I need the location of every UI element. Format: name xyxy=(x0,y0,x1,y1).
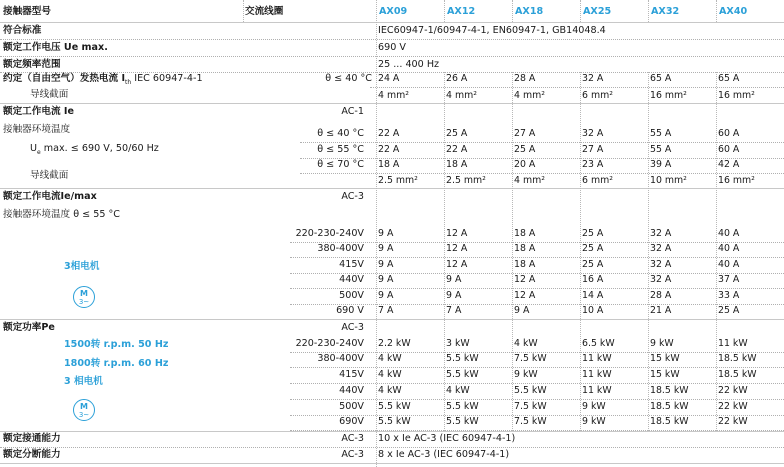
ith-condition: θ ≤ 40 °C xyxy=(325,73,372,84)
ac1-condition: θ ≤ 40 °C xyxy=(317,128,364,139)
ac1-condition: θ ≤ 55 °C xyxy=(317,144,364,155)
ac1-value: 18 A xyxy=(446,159,468,170)
ac1-value: 27 A xyxy=(582,144,604,155)
motor-icon xyxy=(73,286,95,308)
ac1-voltage-u: U xyxy=(30,143,38,154)
power-voltage: 690V xyxy=(339,416,364,427)
power-value: 4 kW xyxy=(514,338,538,349)
ac1-voltage-sub: e xyxy=(37,148,41,156)
ac1-wire-label: 导线截面 xyxy=(30,170,69,181)
ac3-value: 25 A xyxy=(582,259,604,270)
power-voltage: 380-400V xyxy=(317,353,364,364)
row-divider xyxy=(370,87,784,88)
ac1-voltage-text: max. ≤ 690 V, 50/60 Hz xyxy=(40,143,159,154)
make-label: 额定接通能力 xyxy=(3,433,61,444)
ac3-value: 40 A xyxy=(718,243,740,254)
row-divider xyxy=(290,257,784,258)
column-divider xyxy=(580,0,581,22)
power-value: 9 kW xyxy=(514,369,538,380)
power-value: 9 kW xyxy=(650,338,674,349)
ac1-label: 额定工作电流 Ie xyxy=(3,106,74,117)
power-value: 11 kW xyxy=(582,369,612,380)
column-divider xyxy=(243,0,244,22)
ue-label: 额定工作电压 Ue max. xyxy=(3,42,108,53)
ith-value: 26 A xyxy=(446,73,468,84)
ith-wire-value: 4 mm² xyxy=(514,90,545,101)
power-value: 6.5 kW xyxy=(582,338,615,349)
column-divider xyxy=(648,0,649,22)
ac3-voltage: 690 V xyxy=(336,305,364,316)
make-value: 10 x Ie AC-3 (IEC 60947-4-1) xyxy=(378,433,516,444)
power-voltage: 440V xyxy=(339,385,364,396)
ith-wire-value: 4 mm² xyxy=(378,90,409,101)
ac1-wire-value: 4 mm² xyxy=(514,175,545,186)
power-value: 18.5 kW xyxy=(650,385,689,396)
ac3-value: 18 A xyxy=(514,243,536,254)
ac1-value: 22 A xyxy=(378,144,400,155)
ac3-value: 32 A xyxy=(650,259,672,270)
power-value: 22 kW xyxy=(718,385,748,396)
ac1-value: 32 A xyxy=(582,128,604,139)
power-value: 7.5 kW xyxy=(514,416,547,427)
row-divider xyxy=(290,242,784,243)
power-value: 4 kW xyxy=(446,385,470,396)
row-divider xyxy=(0,188,784,189)
power-value: 15 kW xyxy=(650,369,680,380)
power-voltage: 500V xyxy=(339,401,364,412)
ac3-voltage: 500V xyxy=(339,290,364,301)
motor-icon xyxy=(73,399,95,421)
motor-icon-letter: M xyxy=(80,402,88,411)
power-value: 4 kW xyxy=(378,369,402,380)
ac3-motor-label: 3相电机 xyxy=(64,261,100,272)
ac3-value: 32 A xyxy=(650,274,672,285)
ac3-value: 16 A xyxy=(582,274,604,285)
ac3-value: 14 A xyxy=(582,290,604,301)
power-value: 22 kW xyxy=(718,416,748,427)
ith-wire-value: 16 mm² xyxy=(718,90,755,101)
power-category: AC-3 xyxy=(341,322,364,333)
ac1-condition: θ ≤ 70 °C xyxy=(317,159,364,170)
model-header: AX09 xyxy=(379,6,408,17)
ac1-wire-value: 2.5 mm² xyxy=(378,175,418,186)
standard-label: 符合标准 xyxy=(3,25,42,36)
ac3-label: 额定工作电流Ie/max xyxy=(3,191,97,202)
ac3-value: 40 A xyxy=(718,228,740,239)
motor-icon-letter: M xyxy=(80,289,88,298)
power-value: 5.5 kW xyxy=(446,369,479,380)
row-divider xyxy=(290,304,784,305)
ac3-value: 12 A xyxy=(514,274,536,285)
make-category: AC-3 xyxy=(341,433,364,444)
power-value: 9 kW xyxy=(582,401,606,412)
power-value: 18.5 kW xyxy=(718,353,757,364)
ac1-value: 25 A xyxy=(514,144,536,155)
power-value: 4 kW xyxy=(378,353,402,364)
ith-wire-value: 16 mm² xyxy=(650,90,687,101)
model-header: AX40 xyxy=(719,6,748,17)
ith-value: 65 A xyxy=(718,73,740,84)
power-motor-label: 3 相电机 xyxy=(64,376,103,387)
standard-value: IEC60947-1/60947-4-1, EN60947-1, GB14048.4 xyxy=(378,25,606,36)
ac3-value: 9 A xyxy=(378,290,394,301)
column-divider xyxy=(444,72,445,431)
column-divider xyxy=(444,0,445,22)
power-value: 4 kW xyxy=(378,385,402,396)
ith-wire-label: 导线截面 xyxy=(30,89,69,100)
row-divider xyxy=(290,288,784,289)
power-value: 18.5 kW xyxy=(650,401,689,412)
power-value: 15 kW xyxy=(650,353,680,364)
column-divider xyxy=(716,0,717,22)
power-value: 5.5 kW xyxy=(446,401,479,412)
ac3-value: 32 A xyxy=(650,228,672,239)
ac3-category: AC-3 xyxy=(341,191,364,202)
break-label: 额定分断能力 xyxy=(3,449,61,460)
ac3-value: 9 A xyxy=(446,274,462,285)
power-value: 5.5 kW xyxy=(514,385,547,396)
ac1-value: 27 A xyxy=(514,128,536,139)
ith-value: 65 A xyxy=(650,73,672,84)
ac3-voltage: 380-400V xyxy=(317,243,364,254)
ac1-wire-value: 10 mm² xyxy=(650,175,687,186)
power-value: 7.5 kW xyxy=(514,353,547,364)
power-voltage: 415V xyxy=(339,369,364,380)
column-divider xyxy=(376,0,377,467)
ac1-value: 20 A xyxy=(514,159,536,170)
column-divider xyxy=(648,72,649,431)
ac1-category: AC-1 xyxy=(341,106,364,117)
power-value: 9 kW xyxy=(582,416,606,427)
power-value: 18.5 kW xyxy=(650,416,689,427)
row-divider xyxy=(300,158,784,159)
ue-value: 690 V xyxy=(378,42,406,53)
column-divider xyxy=(512,72,513,431)
power-value: 5.5 kW xyxy=(378,416,411,427)
row-divider xyxy=(0,39,784,40)
column-divider xyxy=(716,72,717,431)
ac1-value: 42 A xyxy=(718,159,740,170)
power-value: 22 kW xyxy=(718,401,748,412)
power-speed-60hz: 1800转 r.p.m. 60 Hz xyxy=(64,358,169,369)
power-speed-50hz: 1500转 r.p.m. 50 Hz xyxy=(64,339,169,350)
ac3-value: 12 A xyxy=(446,259,468,270)
power-value: 5.5 kW xyxy=(446,416,479,427)
ac3-value: 18 A xyxy=(514,259,536,270)
model-header: AX18 xyxy=(515,6,544,17)
ac3-value: 28 A xyxy=(650,290,672,301)
ac3-value: 7 A xyxy=(378,305,394,316)
ac1-value: 60 A xyxy=(718,128,740,139)
ac1-voltage-label xyxy=(30,142,159,160)
column-divider xyxy=(580,72,581,431)
ac3-value: 25 A xyxy=(718,305,740,316)
ac3-value: 9 A xyxy=(378,243,394,254)
power-value: 3 kW xyxy=(446,338,470,349)
power-value: 11 kW xyxy=(718,338,748,349)
power-value: 11 kW xyxy=(582,353,612,364)
row-divider xyxy=(0,22,784,23)
ac1-wire-value: 2.5 mm² xyxy=(446,175,486,186)
ac3-value: 21 A xyxy=(650,305,672,316)
row-divider xyxy=(0,103,784,104)
ac3-value: 12 A xyxy=(514,290,536,301)
model-header: AX12 xyxy=(447,6,476,17)
power-value: 7.5 kW xyxy=(514,401,547,412)
ac3-value: 9 A xyxy=(378,228,394,239)
row-divider xyxy=(0,56,784,57)
ac1-wire-value: 16 mm² xyxy=(718,175,755,186)
ac3-value: 9 A xyxy=(378,274,394,285)
ac1-value: 23 A xyxy=(582,159,604,170)
ac3-value: 32 A xyxy=(650,243,672,254)
ac1-value: 39 A xyxy=(650,159,672,170)
ith-value: 24 A xyxy=(378,73,400,84)
ac3-value: 37 A xyxy=(718,274,740,285)
ac3-value: 25 A xyxy=(582,243,604,254)
power-voltage: 220-230-240V xyxy=(295,338,364,349)
ac1-ambient-label: 接触器环境温度 xyxy=(3,124,71,135)
header-coil-label: 交流线圈 xyxy=(245,6,284,17)
ac1-value: 22 A xyxy=(446,144,468,155)
ac1-value: 55 A xyxy=(650,128,672,139)
ac3-value: 12 A xyxy=(446,228,468,239)
ac3-value: 18 A xyxy=(514,228,536,239)
column-divider xyxy=(512,0,513,22)
ith-value: 32 A xyxy=(582,73,604,84)
ith-wire-value: 6 mm² xyxy=(582,90,613,101)
ac3-value: 33 A xyxy=(718,290,740,301)
header-model-label: 接触器型号 xyxy=(3,6,51,17)
freq-label: 额定频率范围 xyxy=(3,59,61,70)
break-category: AC-3 xyxy=(341,449,364,460)
motor-icon-phase: 3~ xyxy=(78,411,90,419)
model-header: AX32 xyxy=(651,6,680,17)
ac3-value: 7 A xyxy=(446,305,462,316)
break-value: 8 x Ie AC-3 (IEC 60947-4-1) xyxy=(378,449,510,460)
ac1-wire-value: 6 mm² xyxy=(582,175,613,186)
row-divider xyxy=(0,463,784,464)
ac1-value: 18 A xyxy=(378,159,400,170)
ith-value: 28 A xyxy=(514,73,536,84)
model-header: AX25 xyxy=(583,6,612,17)
power-value: 2.2 kW xyxy=(378,338,411,349)
ith-label-sub: th xyxy=(125,78,132,86)
ac3-voltage: 220-230-240V xyxy=(295,228,364,239)
motor-icon-phase: 3~ xyxy=(78,298,90,306)
power-value: 5.5 kW xyxy=(446,353,479,364)
row-divider xyxy=(290,273,784,274)
ac1-value: 60 A xyxy=(718,144,740,155)
ith-label-text: 约定（自由空气）发热电流 I xyxy=(3,73,126,84)
ac1-value: 22 A xyxy=(378,128,400,139)
ac3-value: 9 A xyxy=(514,305,530,316)
ac3-value: 12 A xyxy=(446,243,468,254)
ac3-voltage: 415V xyxy=(339,259,364,270)
ith-wire-value: 4 mm² xyxy=(446,90,477,101)
ith-label-std: IEC 60947-4-1 xyxy=(131,73,203,84)
power-value: 18.5 kW xyxy=(718,369,757,380)
freq-value: 25 ... 400 Hz xyxy=(378,59,440,70)
power-value: 11 kW xyxy=(582,385,612,396)
row-divider xyxy=(0,319,784,320)
ac3-value: 9 A xyxy=(446,290,462,301)
ac1-value: 25 A xyxy=(446,128,468,139)
ac3-value: 40 A xyxy=(718,259,740,270)
ac3-value: 10 A xyxy=(582,305,604,316)
ac1-value: 55 A xyxy=(650,144,672,155)
ac3-value: 9 A xyxy=(378,259,394,270)
row-divider xyxy=(300,142,784,143)
power-label: 额定功率Pe xyxy=(3,322,55,333)
ac3-voltage: 440V xyxy=(339,274,364,285)
ac3-ambient-label: 接触器环境温度 θ ≤ 55 °C xyxy=(3,209,120,220)
power-value: 5.5 kW xyxy=(378,401,411,412)
ac3-value: 25 A xyxy=(582,228,604,239)
